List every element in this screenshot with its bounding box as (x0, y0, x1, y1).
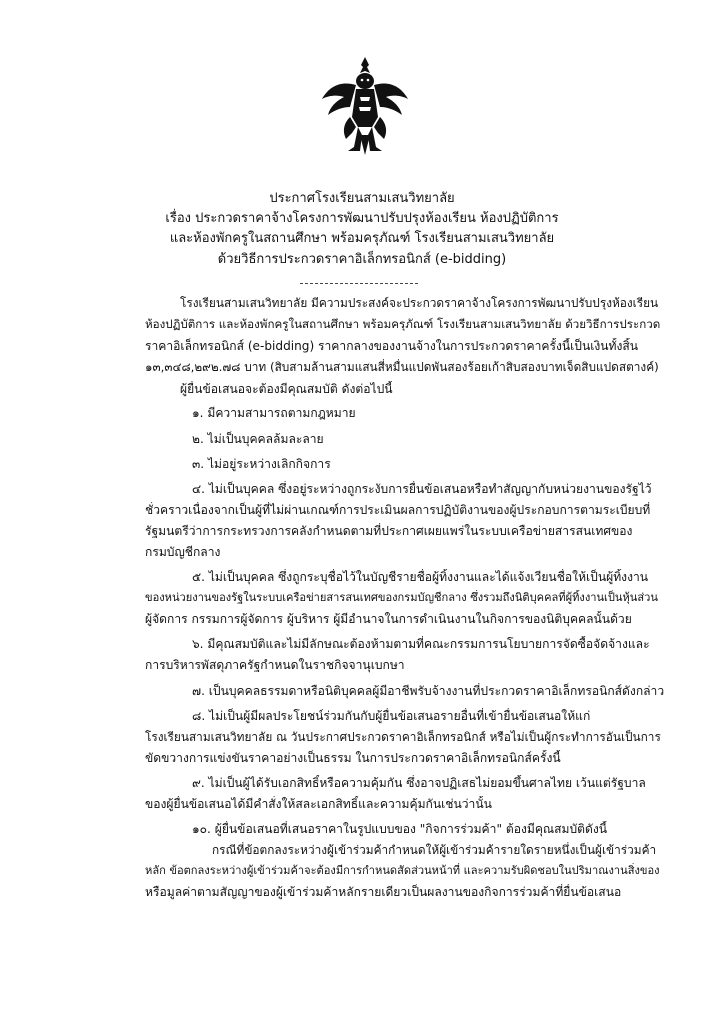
body-line: ราคาอิเล็กทรอนิกส์ (e-bidding) ราคากลางของงานจ้างในการประกวดราคาครั้งนี้เป็นเงินทั้งสิ้น (145, 339, 639, 353)
body-line: ๓. ไม่อยู่ระหว่างเลิกกิจการ (192, 457, 331, 471)
subject-line-1: เรื่อง ประกวดราคาจ้างโครงการพัฒนาปรับปรุงห้องเรียน ห้องปฏิบัติการ (165, 211, 559, 226)
body-line: ๕. ไม่เป็นบุคคล ซึ่งถูกระบุชื่อไว้ในบัญชีรายชื่อผู้ทิ้งงานและได้แจ้งเวียนชื่อให้เป็นผู้ทิ้งงาน (192, 570, 649, 584)
body-line: ขัดขวางการแข่งขันราคาอย่างเป็นธรรม ในการประกวดราคาอิเล็กทรอนิกส์ครั้งนี้ (145, 751, 561, 765)
body-line: ของหน่วยงานของรัฐในระบบเครือข่ายสารสนเทศของกรมบัญชีกลาง ซึ่งรวมถึงนิติบุคคลที่ผู้ทิ้งงานเป็นหุ้นส่วน (145, 591, 658, 604)
body-line: ๗. เป็นบุคคลธรรมดาหรือนิติบุคคลผู้มีอาชีพรับจ้างงานที่ประกวดราคาอิเล็กทรอนิกส์ดังกล่าว (192, 684, 665, 698)
body-line: ของผู้ยื่นข้อเสนอได้มีคำสั่งให้สละเอกสิทธิ์และความคุ้มกันเช่นว่านั้น (145, 797, 492, 811)
announcement-title: ประกาศโรงเรียนสามเสนวิทยาลัย (269, 191, 455, 206)
body-line: กรณีที่ข้อตกลงระหว่างผู้เข้าร่วมค้ากำหนดให้ผู้เข้าร่วมค้ารายใดรายหนึ่งเป็นผู้เข้าร่วมค้า (212, 843, 657, 857)
body-line: รัฐมนตรีว่าการกระทรวงการคลังกำหนดตามที่ประกาศเผยแพร่ในระบบเครือข่ายสารสนเทศของ (145, 524, 633, 538)
body-line: โรงเรียนสามเสนวิทยาลัย มีความประสงค์จะประกวดราคาจ้างโครงการพัฒนาปรับปรุงห้องเรียน (180, 296, 659, 310)
body-line: ๑๐. ผู้ยื่นข้อเสนอที่เสนอราคาในรูปแบบของ "กิจการร่วมค้า" ต้องมีคุณสมบัติดังนี้ (192, 822, 608, 836)
body-line: ๔. ไม่เป็นบุคคล ซึ่งอยู่ระหว่างถูกระงับการยื่นข้อเสนอหรือทำสัญญากับหน่วยงานของรัฐไว้ (192, 482, 652, 496)
body-line: การบริหารพัสดุภาครัฐกำหนดในราชกิจจานุเบกษา (145, 658, 405, 672)
title-divider (300, 283, 418, 284)
body-line: ๑๓,๓๔๘,๒๙๒.๗๘ บาท (สิบสามล้านสามแสนสี่หมื่นแปดพันสองร้อยเก้าสิบสองบาทเจ็ดสิบแปดสตางค์) (145, 360, 659, 374)
body-line: ๒. ไม่เป็นบุคคลล้มละลาย (192, 432, 324, 446)
body-line: ๘. ไม่เป็นผู้มีผลประโยชน์ร่วมกันกับผู้ยื่นข้อเสนอรายอื่นที่เข้ายื่นข้อเสนอให้แก่ (192, 709, 591, 723)
body-line: โรงเรียนสามเสนวิทยาลัย ณ วันประกาศประกวดราคาอิเล็กทรอนิกส์ หรือไม่เป็นผู้กระทำการอันเป็นการ (145, 730, 661, 744)
body-line: ห้องปฏิบัติการ และห้องพักครูในสถานศึกษา พร้อมครุภัณฑ์ โรงเรียนสามเสนวิทยาลัย ด้วยวิธีการประกวด (145, 317, 661, 331)
subject-line-3: ด้วยวิธีการประกวดราคาอิเล็กทรอนิกส์ (e-bidding) (217, 252, 507, 267)
body-line: หรือมูลค่าตามสัญญาของผู้เข้าร่วมค้าหลักรายเดียวเป็นผลงานของกิจการร่วมค้าที่ยื่นข้อเสนอ (145, 885, 622, 899)
body-line: ผู้จัดการ กรรมการผู้จัดการ ผู้บริหาร ผู้มีอำนาจในการดำเนินงานในกิจการของนิติบุคคลนั้นด้วย (145, 612, 632, 626)
subject-line-2: และห้องพักครูในสถานศึกษา พร้อมครุภัณฑ์ โรงเรียนสามเสนวิทยาลัย (169, 231, 555, 246)
body-line: กรมบัญชีกลาง (145, 545, 221, 559)
body-line: ๖. มีคุณสมบัติและไม่มีลักษณะต้องห้ามตามที่คณะกรรมการนโยบายการจัดซื้อจัดจ้างและ (192, 637, 650, 651)
body-line: ผู้ยื่นข้อเสนอจะต้องมีคุณสมบัติ ดังต่อไปนี้ (180, 382, 393, 396)
body-line: หลัก ข้อตกลงระหว่างผู้เข้าร่วมค้าจะต้องมีการกำหนดสัดส่วนหน้าที่ และความรับผิดชอบในปริมาณงานสิ่งของ (145, 864, 660, 877)
garuda-emblem-icon (320, 55, 410, 155)
body-line: ๙. ไม่เป็นผู้ได้รับเอกสิทธิ์หรือความคุ้มกัน ซึ่งอาจปฏิเสธไม่ยอมขึ้นศาลไทย เว้นแต่รัฐบาล (192, 776, 646, 790)
body-line: ชั่วคราวเนื่องจากเป็นผู้ที่ไม่ผ่านเกณฑ์การประเมินผลการปฏิบัติงานของผู้ประกอบการตามระเบียบที่ (145, 503, 651, 517)
body-line: ๑. มีความสามารถตามกฎหมาย (192, 406, 356, 420)
